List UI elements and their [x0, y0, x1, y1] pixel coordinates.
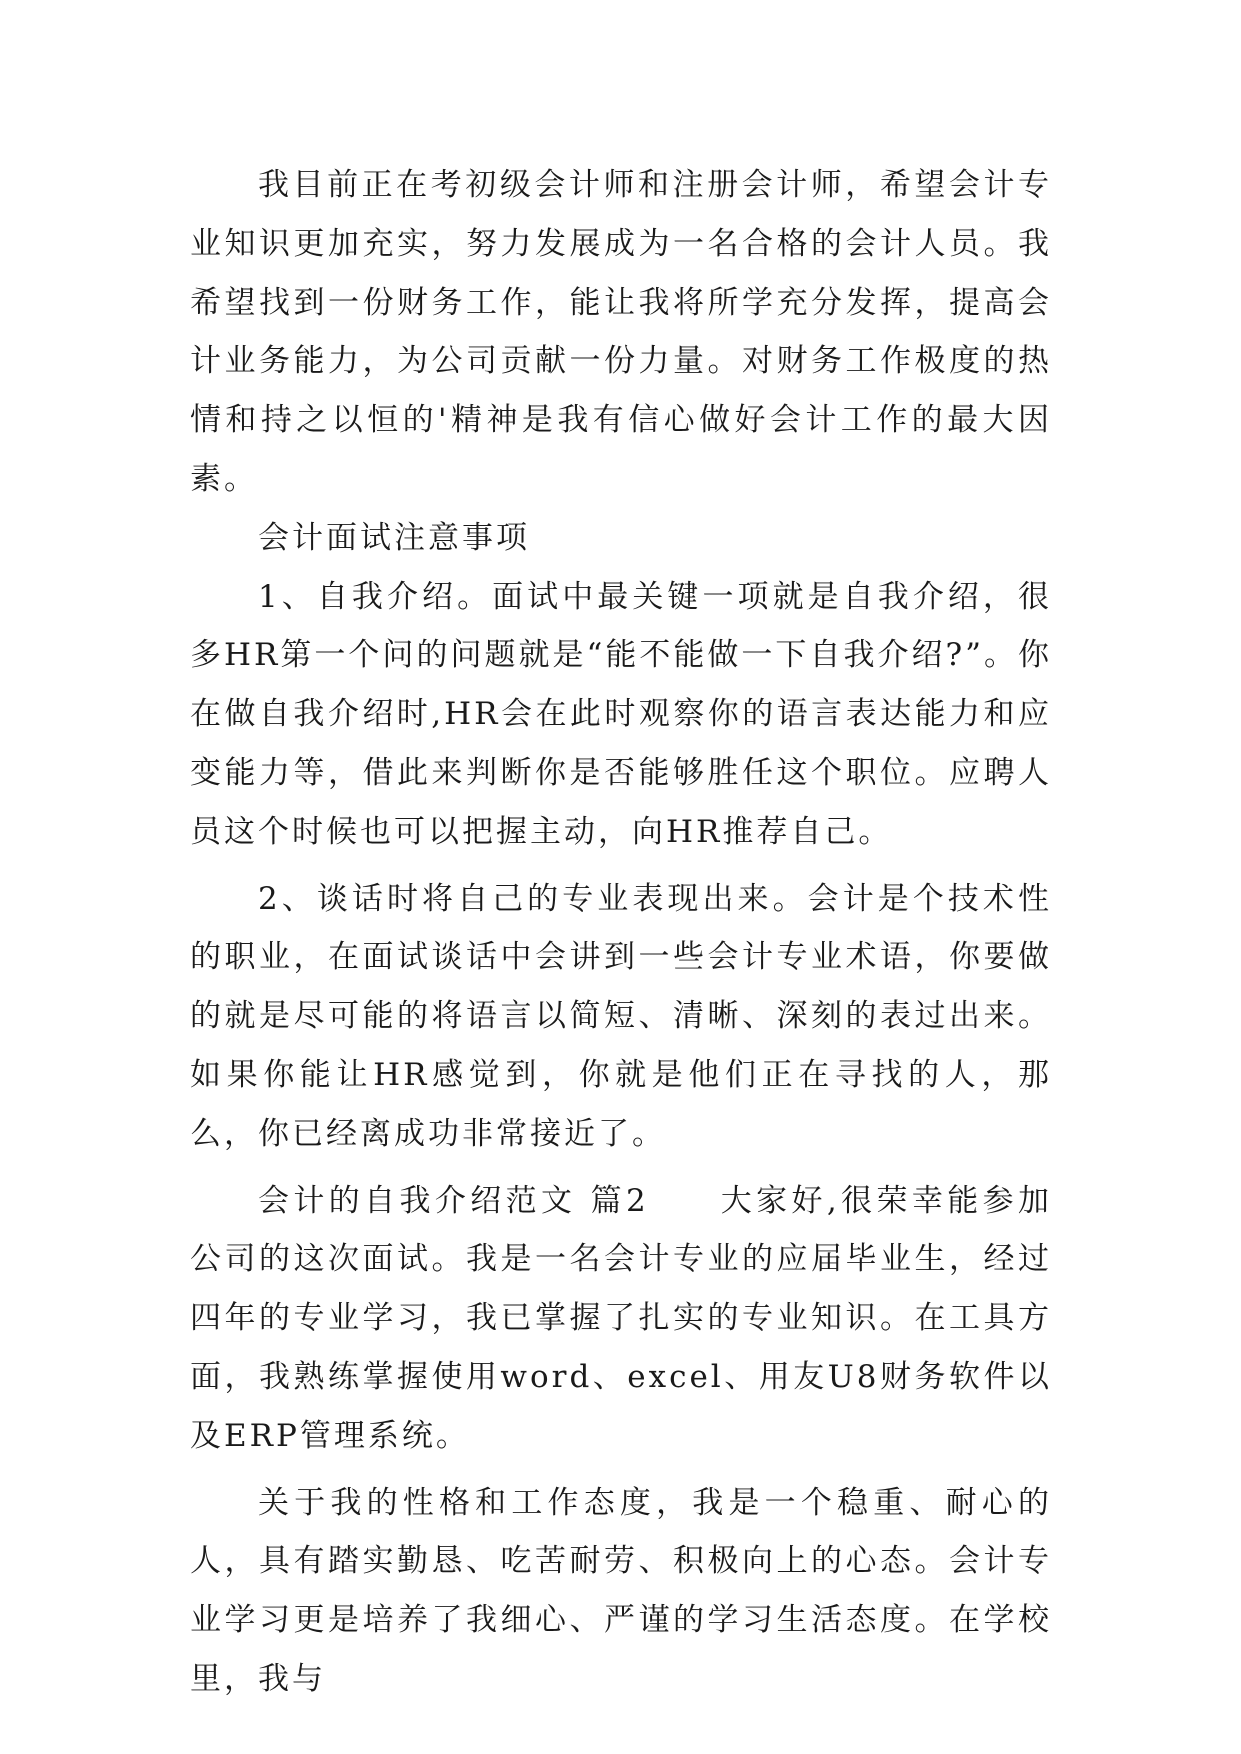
- document-body: [190, 156, 1052, 1709]
- paragraph-show-expertise: 2、谈话时将自己的专业表现出来。会计是个技术性的职业，在面试谈话中会讲到一些会计专业术语，你要做的就是尽可能的将语言以简短、清晰、深刻的表过出来。如果你能让HR感觉到，你就是他们正在寻找的人，那么，你已经离成功非常接近了。: [190, 880, 1052, 1152]
- paragraph-sample-2: 会计的自我介绍范文 篇2 大家好,很荣幸能参加公司的这次面试。我是一名会计专业的应届毕业生，经过四年的专业学习，我已掌握了扎实的专业知识。在工具方面，我熟练掌握使用word、excel、用友U8财务软件以及ERP管理系统。: [190, 1182, 1052, 1454]
- paragraph-personality: 关于我的性格和工作态度，我是一个稳重、耐心的人，具有踏实勤恳、吃苦耐劳、积极向上的心态。会计专业学习更是培养了我细心、严谨的学习生活态度。在学校里，我与: [190, 1484, 1052, 1697]
- paragraph-career-goal: 我目前正在考初级会计师和注册会计师，希望会计专业知识更加充实，努力发展成为一名合格的会计人员。我希望找到一份财务工作，能让我将所学充分发挥，提高会计业务能力，为公司贡献一份力量。对财务工作极度的热情和持之以恒的'精神是我有信心做好会计工作的最大因素。: [190, 167, 1052, 497]
- section-heading-interview-notes: 会计面试注意事项: [258, 519, 530, 556]
- paragraph-self-introduction: 1、自我介绍。面试中最关键一项就是自我介绍，很多HR第一个问的问题就是“能不能做一下自我介绍?”。你在做自我介绍时,HR会在此时观察你的语言表达能力和应变能力等，借此来判断你是否能够胜任这个职位。应聘人员这个时候也可以把握主动，向HR推荐自己。: [190, 578, 1052, 850]
